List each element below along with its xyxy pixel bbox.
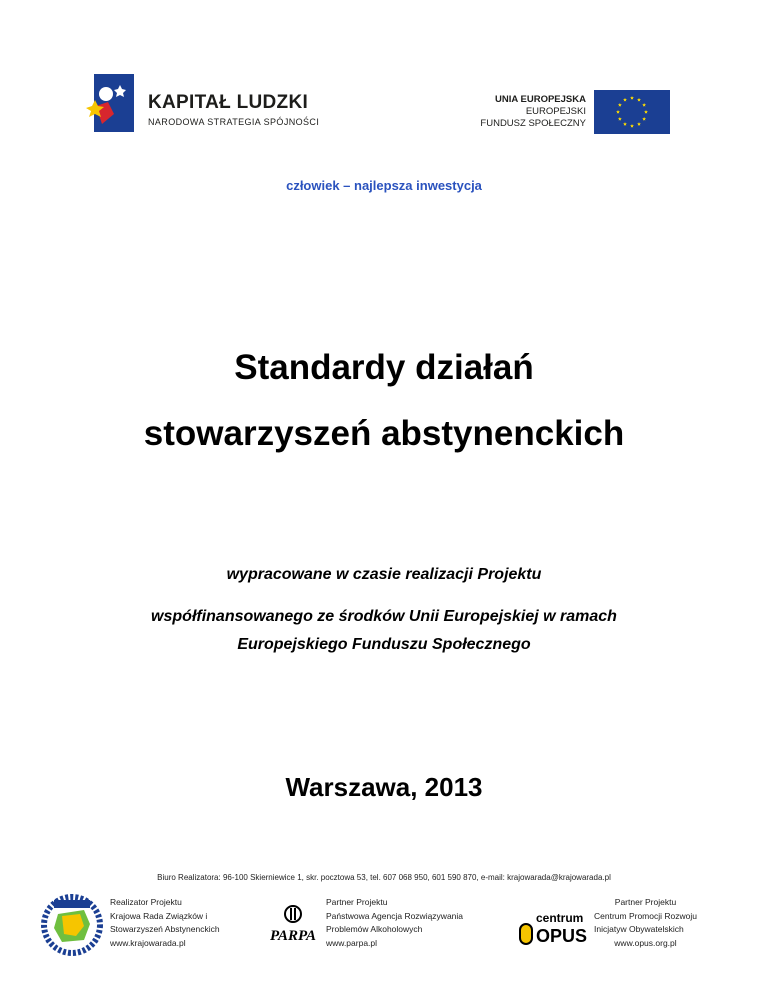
- eu-line-3: FUNDUSZ SPOŁECZNY: [480, 118, 586, 129]
- col2-name-2: Problemów Alkoholowych: [326, 924, 423, 934]
- eu-logo: [470, 90, 670, 136]
- opus-logo-icon: [518, 908, 592, 948]
- krajowa-rada-logo-icon: [40, 894, 104, 956]
- parpa-logo-text: PARPA: [269, 928, 317, 944]
- col2-url: www.parpa.pl: [326, 937, 378, 948]
- tagline: człowiek – najlepsza inwestycja: [286, 178, 482, 193]
- opus-logo-word2: OPUS: [536, 926, 588, 946]
- col3-name-1: Centrum Promocji Rozwoju: [594, 910, 697, 921]
- eu-line-2: EUROPEJSKI: [525, 106, 586, 117]
- col2-role: Partner Projektu: [326, 897, 388, 907]
- partner-parpa-info: [326, 896, 463, 950]
- kapital-ludzki-logo: [86, 74, 326, 136]
- col3-name-2: Inicjatyw Obywatelskich: [594, 924, 684, 934]
- subtitle-line-2: współfinansowanego ze środków Unii Europejskiej w ramach: [151, 608, 617, 625]
- col1-role: Realizator Projektu: [110, 897, 182, 907]
- col1-name-2: Stowarzyszeń Abstynenckich: [110, 924, 220, 934]
- eu-flag-icon: [594, 90, 670, 134]
- col1-name-1: Krajowa Rada Związków i: [110, 910, 208, 921]
- place-and-year: Warszawa, 2013: [285, 772, 483, 802]
- col2-name-1: Państwowa Agencja Rozwiązywania: [326, 910, 464, 921]
- col3-url: www.opus.org.pl: [614, 937, 677, 948]
- kapital-ludzki-title: KAPITAŁ LUDZKI: [148, 92, 309, 113]
- kapital-ludzki-emblem-icon: [86, 74, 136, 134]
- realizator-info: [110, 896, 220, 950]
- eu-line-1: UNIA EUROPEJSKA: [495, 94, 586, 105]
- footer-address: Biuro Realizatora: 96-100 Skierniewice 1, skr. pocztowa 53, tel. 607 068 950, 601 590 870, e-mail: krajowarada@krajowarada.pl: [157, 873, 611, 882]
- document-title-line-1: Standardy działań: [234, 348, 534, 387]
- col3-role: Partner Projektu: [614, 897, 677, 907]
- parpa-logo-icon: [262, 904, 324, 948]
- col1-url: www.krajowarada.pl: [110, 937, 186, 948]
- document-title-line-2: stowarzyszeń abstynenckich: [143, 414, 625, 453]
- kapital-ludzki-subtitle: NARODOWA STRATEGIA SPÓJNOŚCI: [148, 117, 320, 127]
- subtitle-line-3: Europejskiego Funduszu Społecznego: [237, 636, 531, 653]
- partner-opus-info: [594, 896, 697, 950]
- subtitle-line-1: wypracowane w czasie realizacji Projektu: [226, 566, 542, 583]
- eu-logo-text: [480, 94, 586, 130]
- opus-logo-word1: centrum: [536, 911, 584, 925]
